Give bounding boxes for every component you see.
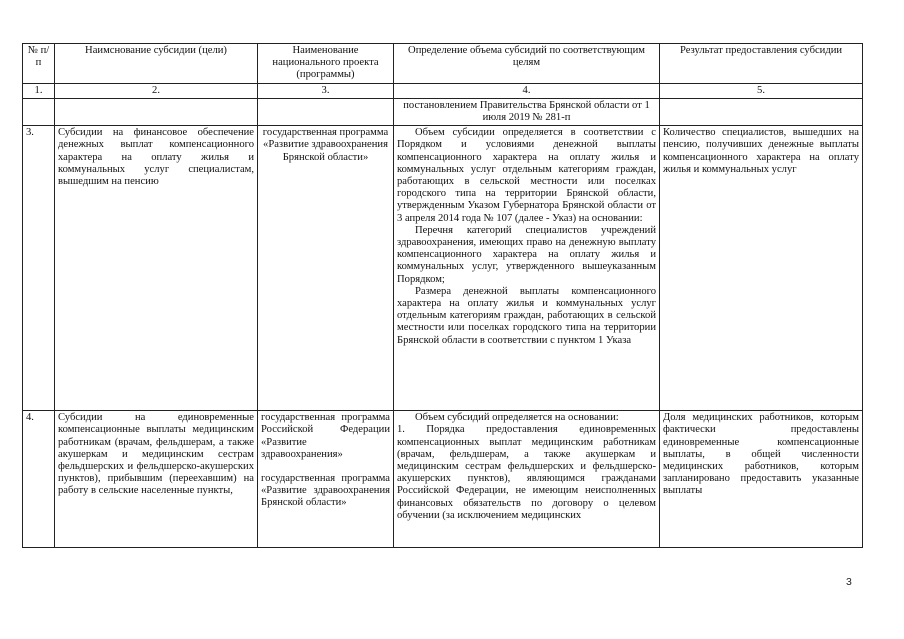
definition-paragraph: 1. Порядка предоставления единовременных компенсационных выплат медицинским работникам (врачам, фельдшерам, а также акушеркам и медицинским сестрам фельдшерских и фельдшерско-акушерских пунктов), являющимся гражданами Российской Федерации, не имеющим неисполненных финансовых обязательств по договору о целевом обучении (за исключением медицинских (397, 424, 656, 521)
subsidy-name-text: Субсидии на единовременные компенсационные выплаты медицинским работникам (врачам, фельдшерам, а также акушеркам и медицинским сестрам фельдшерских и фельдшерско-акушерских пунктов), прибывшим (переехавшим) на работу в сельские населенные пункты, (58, 412, 254, 497)
header-national-project: Наименование национального проекта (программы) (258, 44, 394, 84)
definition-paragraph: Объем субсидий определяется на основании: (415, 412, 619, 424)
definition-paragraph: Перечня категорий специалистов учреждений здравоохранения, имеющих право на денежную выплату компенсационного характера на оплату жилья и коммунальных услуг, утвержденного вышеуказанным Порядком; (397, 224, 656, 285)
row-number: 3. (23, 126, 55, 411)
cell-empty (660, 98, 863, 125)
table-header-row (23, 44, 863, 84)
column-number-row (23, 83, 863, 98)
subsidy-name: Субсидии на финансовое обеспечение денежных выплат компенсационного характера на оплату жилья и коммунальных услуг специалистам, вышедшим на пенсию (55, 126, 258, 411)
header-volume-definition: Определение объема субсидий по соответствующим целям (394, 44, 660, 84)
volume-definition-text (397, 412, 656, 546)
cell-empty (23, 98, 55, 125)
table-row (23, 126, 863, 411)
definition-paragraph: Размера денежной выплаты компенсационного характера на оплату жилья и коммунальных услуг отдельным категориям граждан, работающих в сельской местности или поселках городского типа на территории Брянской области в соответствии с пунктом 1 Указа (397, 285, 656, 346)
table-row-continuation (23, 98, 863, 125)
continuation-text: постановлением Правительства Брянской области от 1 июля 2019 № 281-п (394, 98, 660, 125)
national-project: государственная программа «Развитие здравоохранения Брянской области» (258, 126, 394, 411)
row-number-text: 4. (26, 412, 34, 424)
header-number: № п/п (23, 44, 55, 84)
column-number: 5. (660, 83, 863, 98)
header-result: Результат предоставления субсидии (660, 44, 863, 84)
row-number (23, 411, 55, 548)
definition-paragraph: Объем субсидии определяется в соответствии с Порядком и условиями денежной выплаты компенсационного характера на оплату жилья и коммунальных услуг отдельным категориям граждан, работающих в сельской местности или поселках городского типа на территории Брянской области, утвержденным Указом Губернатора Брянской области от 3 апреля 2014 года № 107 (далее - Указ) на основании: (397, 127, 656, 224)
subsidy-table (22, 43, 863, 548)
column-number: 4. (394, 83, 660, 98)
cell-empty (258, 98, 394, 125)
table-row (23, 411, 863, 548)
page-number: 3 (846, 576, 852, 588)
subsidy-result (660, 411, 863, 548)
column-number: 1. (23, 83, 55, 98)
column-number: 2. (55, 83, 258, 98)
column-number: 3. (258, 83, 394, 98)
national-project (258, 411, 394, 548)
header-subsidy-name: Наимснование субсидии (цели) (55, 44, 258, 84)
volume-definition (394, 411, 660, 548)
subsidy-result-text: Доля медицинских работников, которым фактически предоставлены единовременные компенсационные выплаты, в общей численности медицинских работников, которым запланировано предоставить указанные выплаты (663, 412, 859, 497)
volume-definition (394, 126, 660, 411)
project-paragraph: государственная программа Российской Федерации «Развитие здравоохранения» (261, 412, 390, 460)
subsidy-result: Количество специалистов, вышедших на пенсию, получивших денежные выплаты компенсационного характера на оплату жилья и коммунальных услуг (660, 126, 863, 411)
national-project-text (261, 412, 390, 546)
project-paragraph: государственная программа «Развитие здравоохранения Брянской области» (261, 473, 390, 509)
cell-empty (55, 98, 258, 125)
subsidy-name (55, 411, 258, 548)
